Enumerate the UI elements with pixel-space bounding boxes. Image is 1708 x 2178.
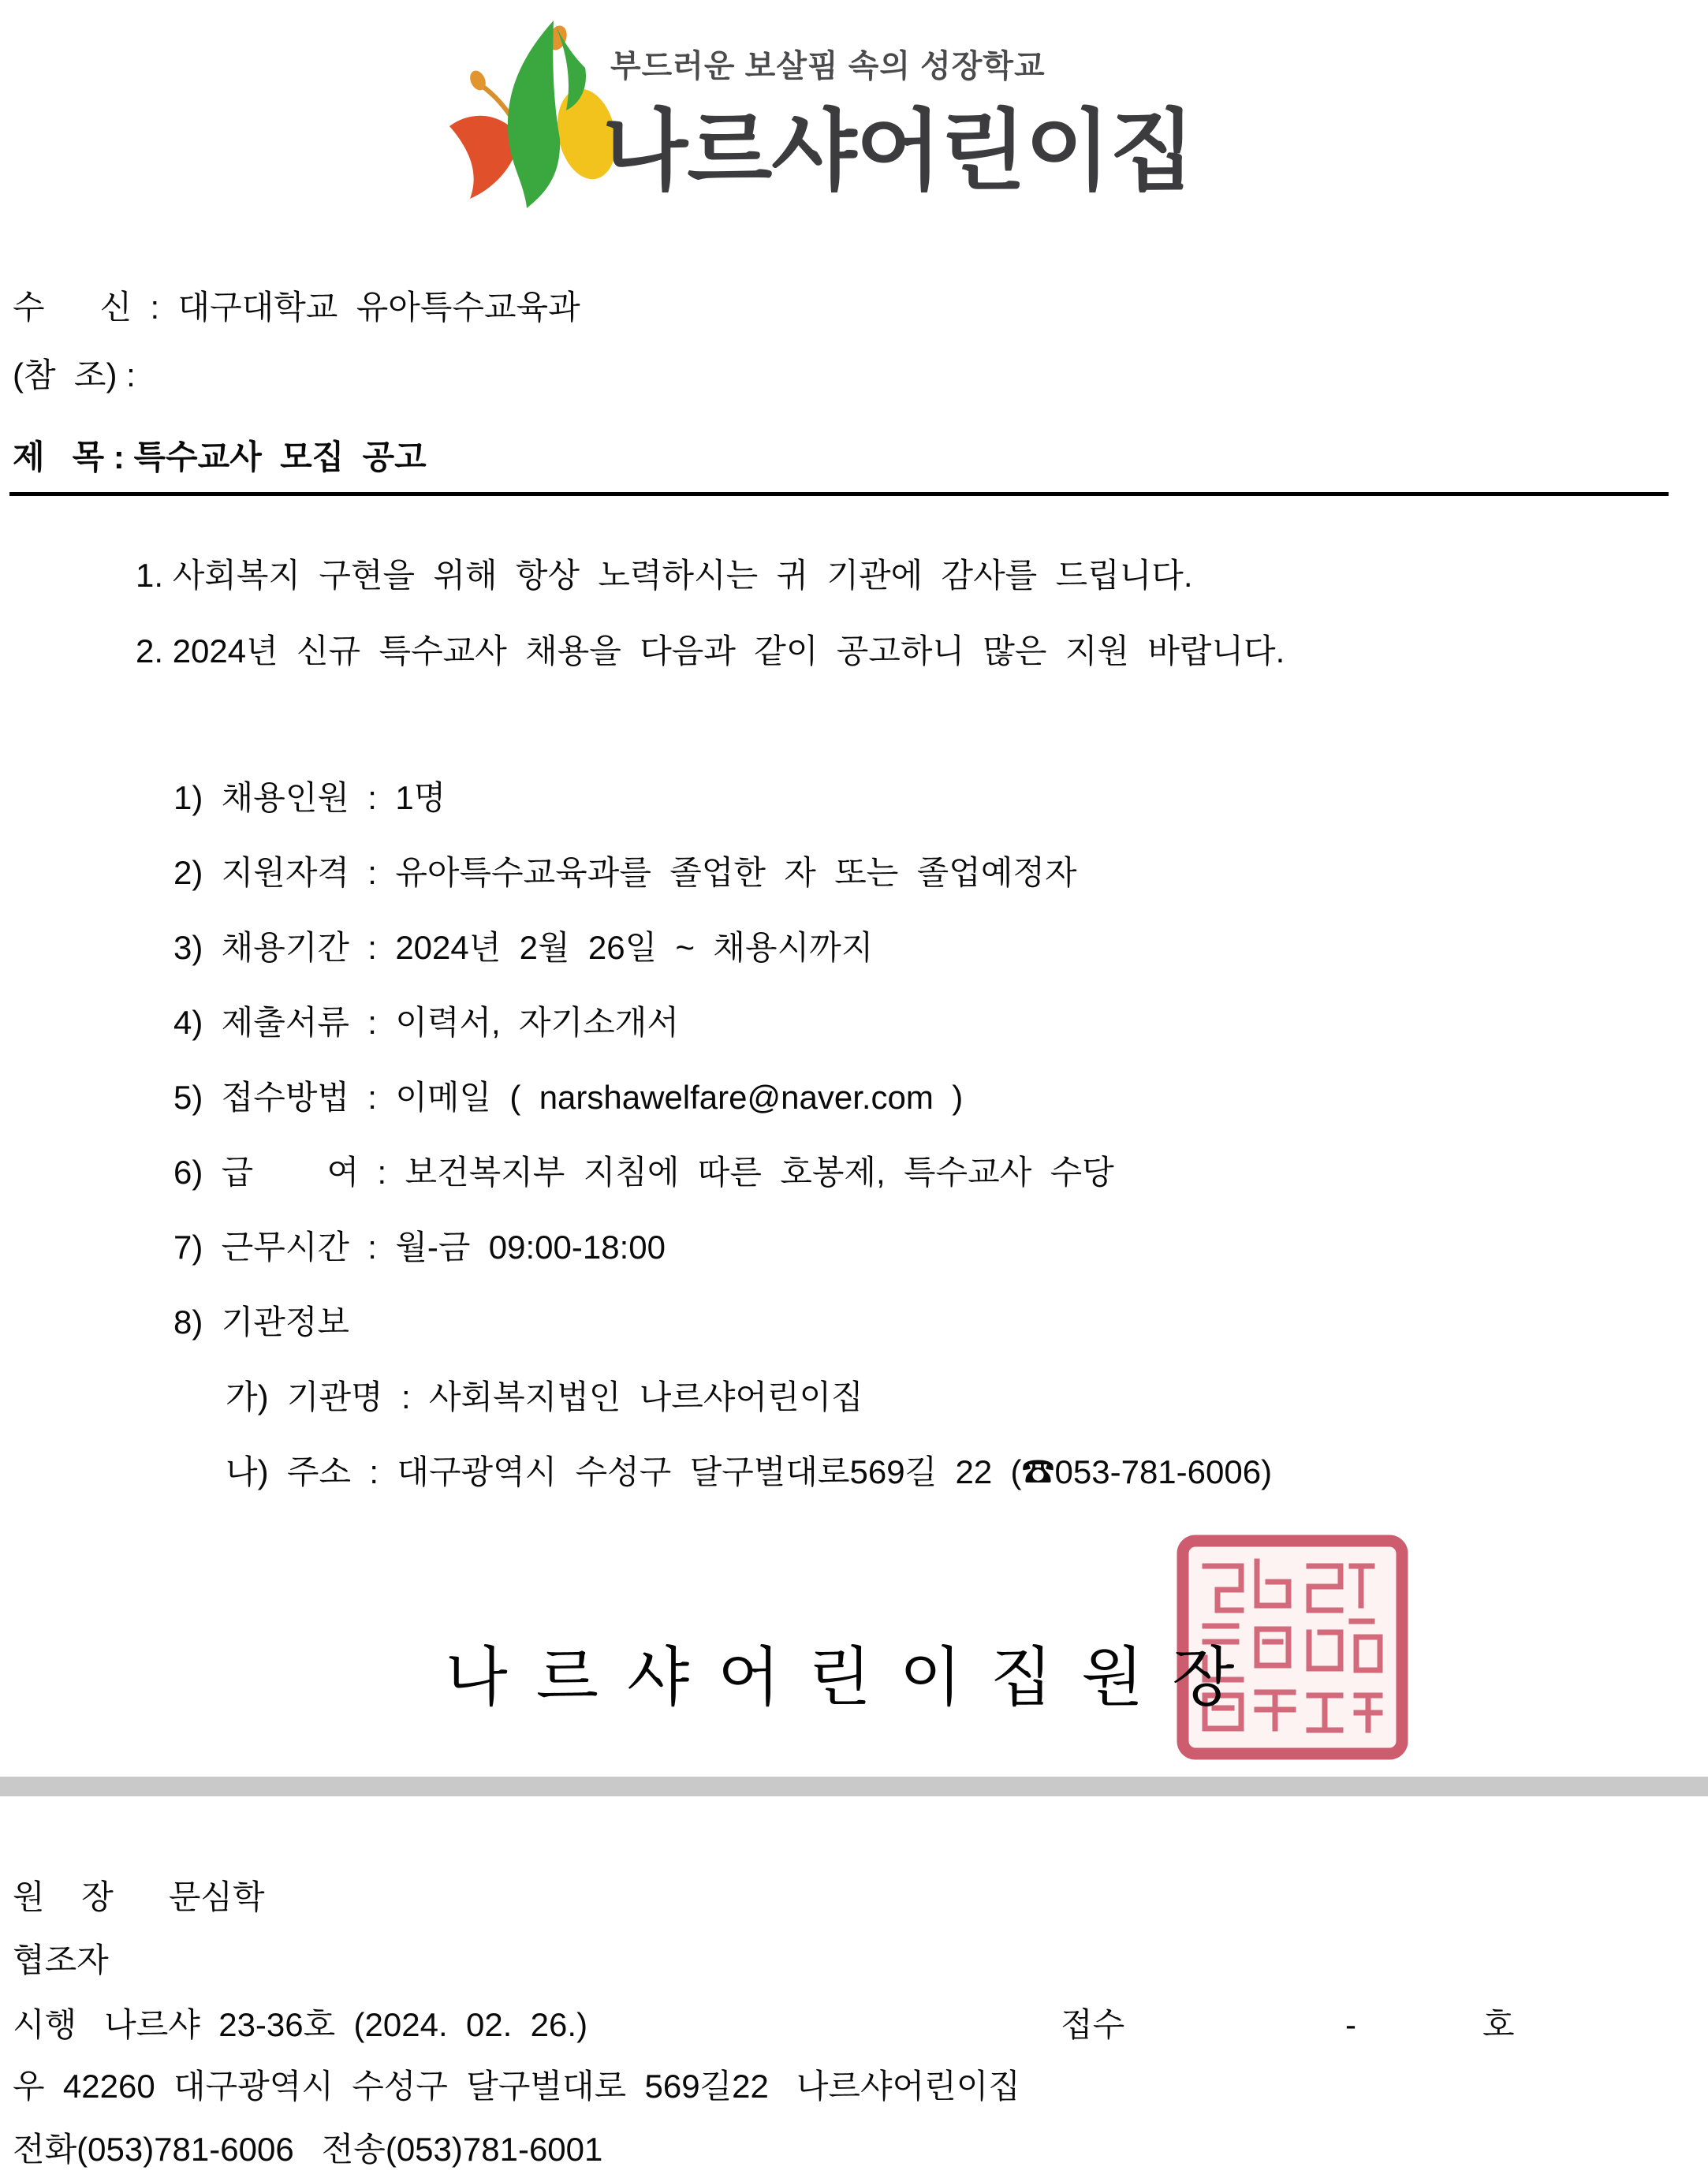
signature-title: 나르샤어린이집원장	[445, 1642, 1263, 1714]
recruit-item: 5) 접수방법 : 이메일 ( narshawelfare@naver.com )	[173, 1079, 964, 1116]
recruit-item: 6) 급 여 : 보건복지부 지침에 따른 호봉제, 특수교사 수당	[173, 1154, 1114, 1191]
logo-flower-icon	[435, 9, 631, 211]
recruit-sub-item: 가) 기관명 : 사회복지법인 나르샤어린이집	[226, 1378, 863, 1415]
body-paragraph: 2. 2024년 신규 특수교사 채용을 다음과 같이 공고하니 많은 지원 바랍니다.	[136, 632, 1285, 669]
recruit-item: 8) 기관정보	[173, 1303, 349, 1341]
phone-line: 전화(053)781-6006 전송(053)781-6001	[13, 2131, 603, 2168]
recipient-to-line: 수 신 : 대구대학교 유아특수교육과	[13, 289, 580, 326]
recruit-item: 7) 근무시간 : 월-금 09:00-18:00	[173, 1229, 666, 1266]
subject-underline	[9, 492, 1669, 496]
recipient-cc-line: (참 조) :	[13, 356, 136, 393]
body-paragraph: 1. 사회복지 구현을 위해 항상 노력하시는 귀 기관에 감사를 드립니다.	[136, 557, 1193, 594]
subject-line: 제 목 : 특수교사 모집 공고	[13, 438, 427, 476]
recruit-sub-item: 나) 주소 : 대구광역시 수성구 달구벌대로569길 22 (☎053-781-6006)	[226, 1453, 1273, 1490]
logo-name: 나르샤어린이집	[602, 102, 1195, 200]
issue-line: 시행 나르샤 23-36호 (2024. 02. 26.)	[13, 2006, 588, 2043]
recruit-item: 2) 지원자격 : 유아특수교육과를 졸업한 자 또는 졸업예정자	[173, 854, 1077, 891]
logo-tagline: 부드러운 보살핌 속의 성장학교	[610, 49, 1046, 84]
receipt-number-label: 호	[1482, 2006, 1515, 2043]
recruit-item: 3) 채용기간 : 2024년 2월 26일 ~ 채용시까지	[173, 929, 874, 966]
cooperator-line: 협조자	[13, 1941, 109, 1978]
director-line: 원 장 문심학	[13, 1878, 265, 1915]
recruit-item: 4) 제출서류 : 이력서, 자기소개서	[173, 1004, 679, 1041]
receipt-dash: -	[1345, 2006, 1356, 2043]
receipt-label: 접수	[1061, 2006, 1125, 2043]
address-line: 우 42260 대구광역시 수성구 달구벌대로 569길22 나르샤어린이집	[13, 2068, 1020, 2105]
recruit-item: 1) 채용인원 : 1명	[173, 779, 446, 816]
divider-bar	[0, 1777, 1708, 1796]
